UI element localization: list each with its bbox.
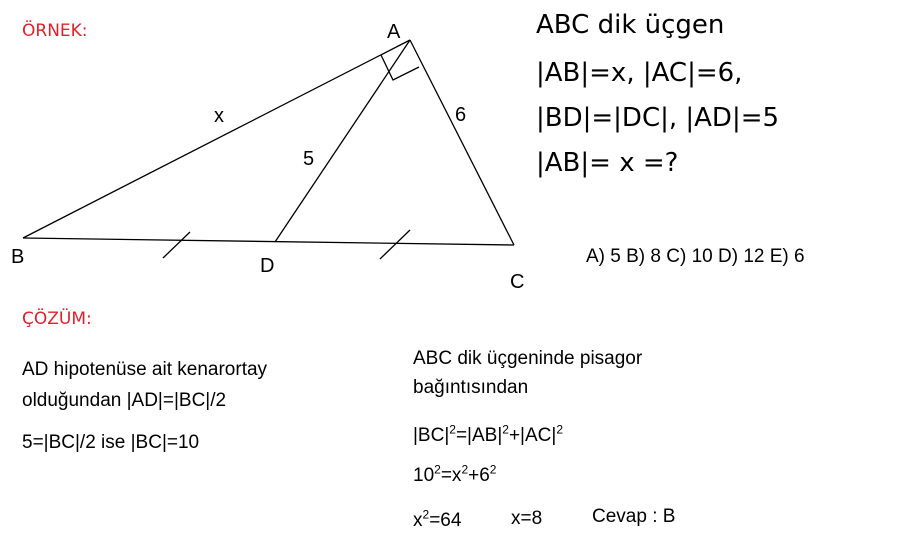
median-ad — [275, 40, 410, 242]
tick-mark-bd — [163, 232, 190, 258]
eq3-x: x — [413, 510, 423, 531]
pythagoras-equation — [413, 422, 564, 448]
eq2-base: 10 — [413, 465, 435, 486]
vertex-b-label: B — [11, 246, 25, 268]
answer-choices: A) 5 B) 8 C) 10 D) 12 E) 6 — [586, 246, 805, 267]
solution-left-line-3: 5=|BC|/2 ise |BC|=10 — [22, 432, 200, 453]
vertex-c-label: C — [510, 271, 525, 293]
right-angle-mark — [381, 55, 419, 80]
vertex-a-label: A — [387, 21, 401, 43]
example-label: ÖRNEK: — [22, 21, 88, 41]
triangle-figure — [0, 0, 560, 300]
solution-right-line-1: ABC dik üçgeninde pisagor — [413, 348, 643, 369]
eq2-exp-1: 2 — [434, 462, 441, 477]
solution-left-line-2: olduğundan |AD|=|BC|/2 — [22, 390, 227, 411]
solution-label: ÇÖZÜM: — [22, 309, 92, 329]
x-squared-equation — [413, 507, 462, 533]
eq1-ab: =|AB| — [455, 425, 503, 446]
solution-left-line-1: AD hipotenüse ait kenarortay — [22, 359, 268, 380]
eq1-ac: +|AC| — [508, 425, 557, 446]
eq3-exp: 2 — [422, 507, 430, 522]
vertex-d-label: D — [260, 255, 275, 277]
problem-line-3: |BD|=|DC|, |AD|=5 — [536, 103, 780, 133]
solution-right-line-2: bağıntısından — [413, 377, 529, 398]
side-bc — [23, 238, 514, 245]
problem-line-4: |AB|= x =? — [536, 148, 679, 178]
side-ac — [410, 40, 514, 245]
tick-mark-dc — [380, 230, 410, 259]
eq2-x: =x — [440, 465, 462, 486]
eq1-bc: |BC| — [413, 425, 450, 446]
side-ab-label: x — [214, 105, 224, 127]
eq3-rest: =64 — [429, 510, 462, 531]
eq2-exp-2: 2 — [461, 462, 469, 477]
eq2-exp-3: 2 — [489, 462, 497, 477]
eq2-six: +6 — [468, 465, 490, 486]
eq1-exp-1: 2 — [449, 422, 456, 437]
x-result: x=8 — [511, 508, 543, 529]
eq1-exp-2: 2 — [502, 422, 509, 437]
problem-line-1: ABC dik üçgen — [536, 10, 725, 40]
median-ad-label: 5 — [303, 148, 315, 170]
substituted-equation — [413, 462, 497, 488]
final-answer: Cevap : B — [592, 506, 676, 527]
eq1-exp-3: 2 — [556, 422, 564, 437]
side-ab — [23, 40, 410, 238]
side-ac-label: 6 — [455, 104, 467, 126]
problem-line-2: |AB|=x, |AC|=6, — [536, 58, 743, 88]
